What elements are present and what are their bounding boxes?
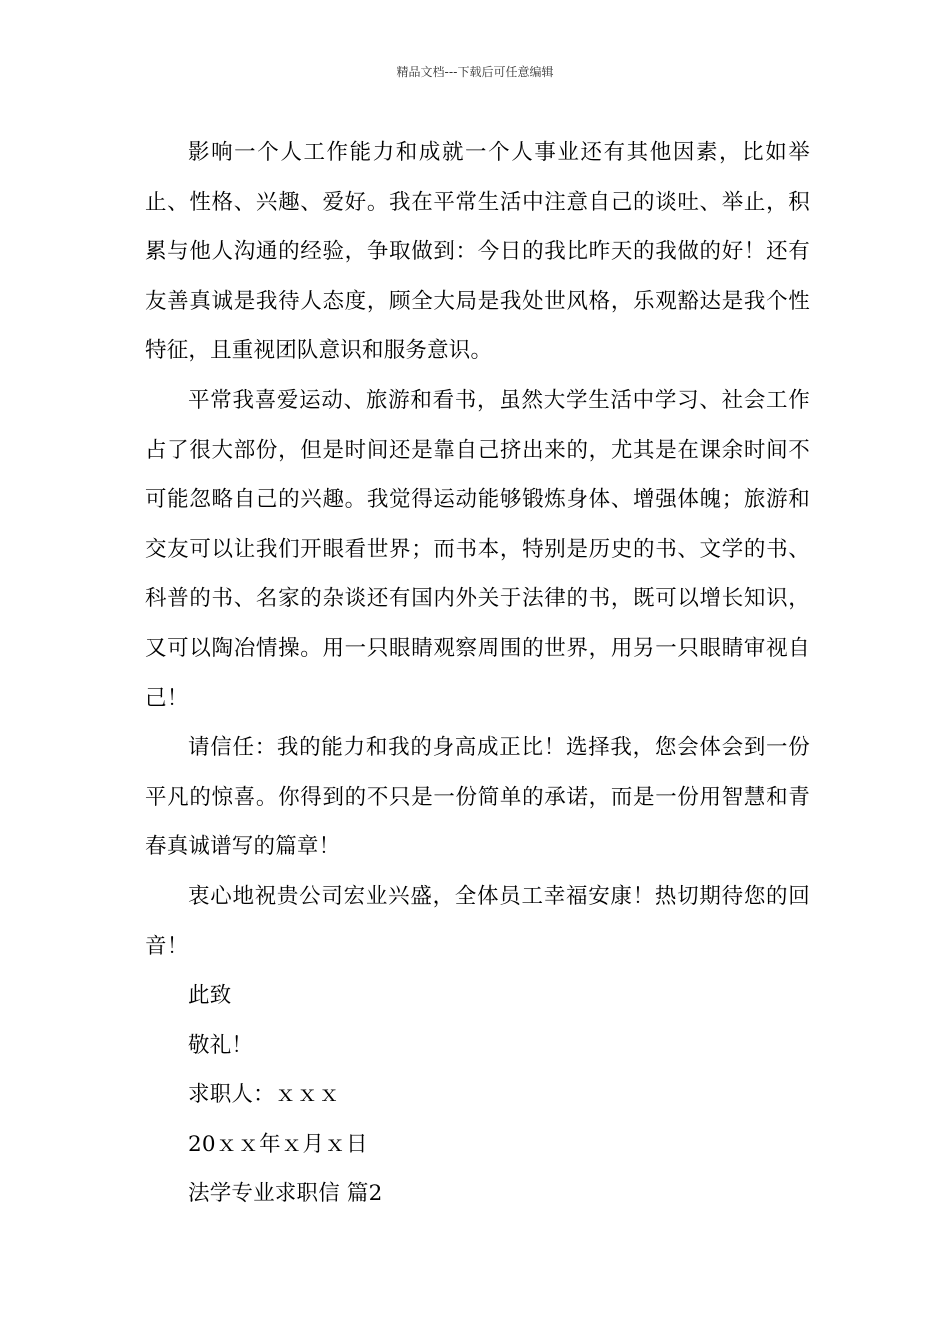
letter-body [145,128,810,1219]
letter-date: 20ｘｘ年ｘ月ｘ日 [188,1131,368,1157]
page-header: 精品文档---下载后可任意编辑 [396,65,554,79]
paragraph-hobbies: 平常我喜爱运动、旅游和看书，虽然大学生活中学习、社会工作占了很大部份，但是时间还是靠自己挤出来的，尤其是在课余时间不可能忽略自己的兴趣。我觉得运动能够锻炼身体、增强体魄；旅游和交友可以让我们开眼看世界；而书本，特别是历史的书、文学的书、科普的书、名家的杂谈还有国内外关于法律的书，既可以增长知识，又可以陶冶情操。用一只眼睛观察周围的世界，用另一只眼睛审视自己！ [145,387,810,711]
paragraph-wishes: 衷心地祝贵公司宏业兴盛，全体员工幸福安康！热切期待您的回音！ [145,883,810,959]
applicant-signature: 求职人：ｘｘｘ [188,1082,340,1108]
salutation-line-1: 此致 [188,983,232,1009]
paragraph-trust: 请信任：我的能力和我的身高成正比！选择我，您会体会到一份平凡的惊喜。你得到的不只是一份简单的承诺，而是一份用智慧和青春真诚谱写的篇章！ [145,735,810,860]
section-title: 法学专业求职信 篇2 [188,1181,383,1207]
paragraph-personality: 影响一个人工作能力和成就一个人事业还有其他因素，比如举止、性格、兴趣、爱好。我在平常生活中注意自己的谈吐、举止，积累与他人沟通的经验，争取做到：今日的我比昨天的我做的好！还有友善真诚是我待人态度，顾全大局是我处世风格，乐观豁达是我个性特征，且重视团队意识和服务意识。 [145,140,810,364]
salutation-line-2: 敬礼！ [188,1032,254,1058]
